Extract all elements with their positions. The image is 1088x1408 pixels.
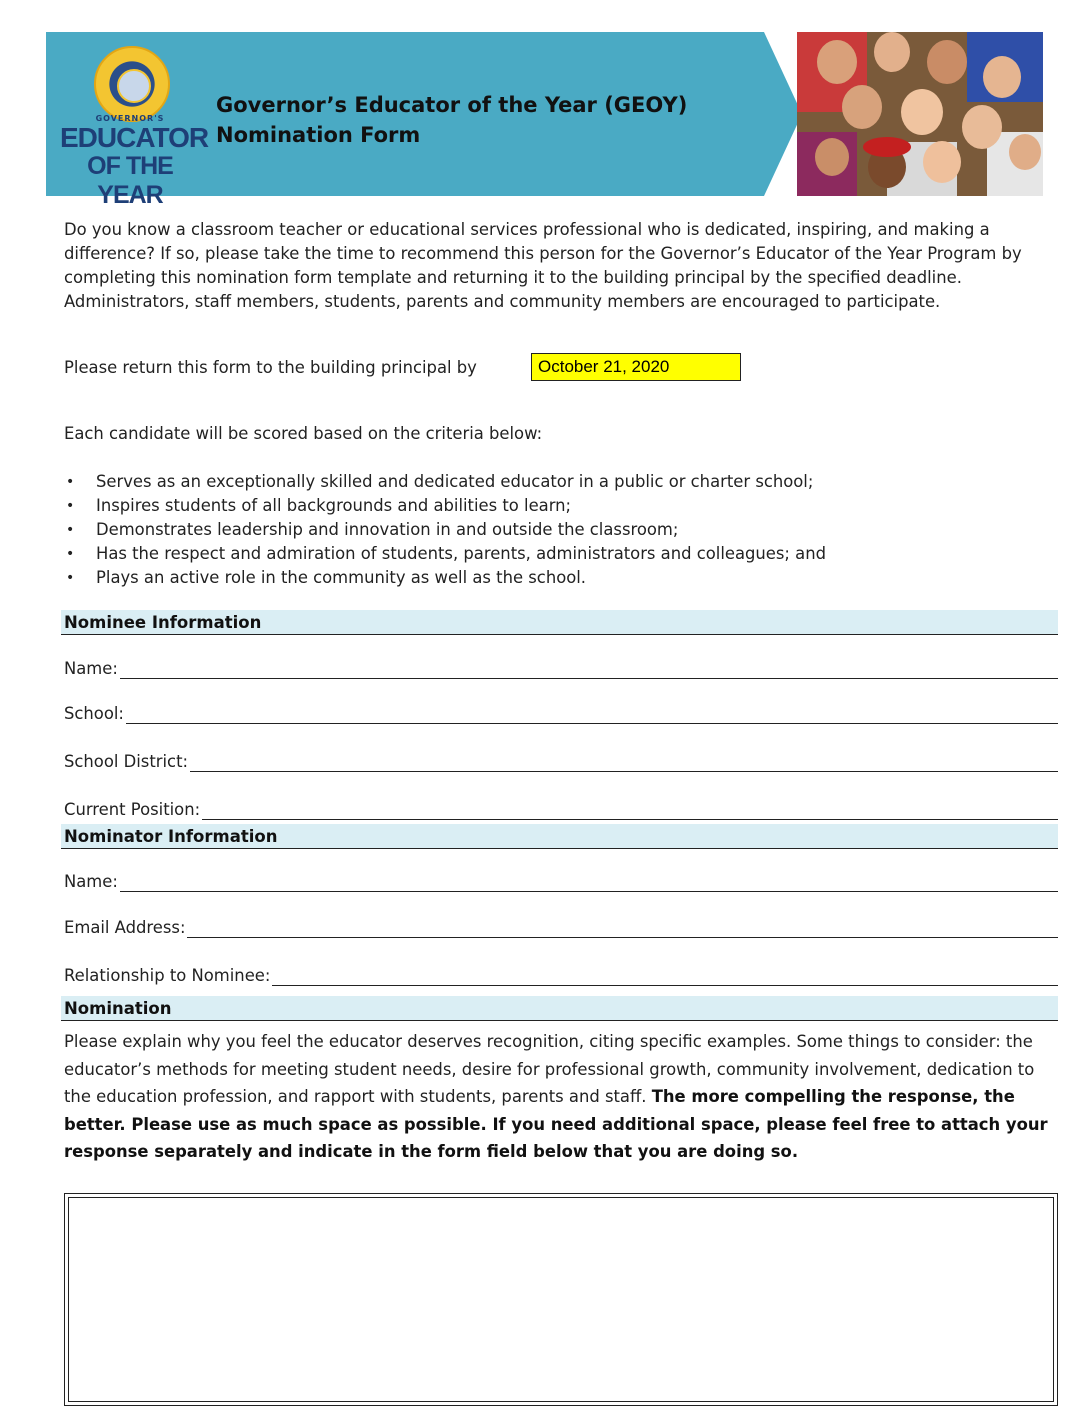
nominee-position-label: Current Position: [64,800,201,819]
nomination-bold-text: The more compelling the response, the better. Please use as much space as possible. If you need additional space, please feel free to attach your response separately and indicate in the form field below that you are doing so. [64,1087,1048,1161]
nominator-email-field[interactable] [64,914,1058,938]
nominee-name-input[interactable] [120,660,1058,679]
nominee-name-label: Name: [64,659,118,678]
nominator-section-heading: Nominator Information [61,824,1058,849]
criteria-intro: Each candidate will be scored based on the criteria below: [64,424,543,443]
nominee-position-field[interactable] [64,796,1058,820]
nominator-relationship-input[interactable] [272,967,1058,986]
deadline-field[interactable]: October 21, 2020 [531,353,741,381]
nomination-section-heading: Nomination [61,996,1058,1021]
nominator-email-label: Email Address: [64,918,186,937]
nomination-response-input[interactable] [68,1197,1054,1402]
title-line-2: Nomination Form [216,123,421,147]
nominee-school-input[interactable] [126,705,1058,724]
criteria-item: • Serves as an exceptionally skilled and dedicated educator in a public or charter school; [64,470,1054,494]
page-title [216,90,756,150]
nominee-district-input[interactable] [190,753,1058,772]
nominator-relationship-label: Relationship to Nominee: [64,966,271,985]
nominator-name-input[interactable] [120,873,1058,892]
nomination-response-box[interactable] [64,1193,1058,1406]
nominator-relationship-field[interactable] [64,962,1058,986]
nominee-school-label: School: [64,704,124,723]
criteria-item: • Demonstrates leadership and innovation in and outside the classroom; [64,518,1054,542]
nominee-position-input[interactable] [202,801,1058,820]
nominee-section-heading: Nominee Information [61,610,1058,635]
nominator-email-input[interactable] [187,919,1058,938]
geoy-logo [60,44,209,209]
logo-text-bottom: OF THE YEAR [87,152,173,209]
criteria-item: • Inspires students of all backgrounds and abilities to learn; [64,494,1054,518]
nominator-name-field[interactable] [64,868,1058,892]
title-line-1: Governor’s Educator of the Year (GEOY) [216,93,688,117]
return-instruction: Please return this form to the building principal by [64,358,477,377]
nominee-district-field[interactable] [64,748,1058,772]
criteria-item: • Plays an active role in the community as well as the school. [64,566,1054,590]
students-photo [797,32,1043,196]
criteria-item: • Has the respect and admiration of students, parents, administrators and colleagues; and [64,542,1054,566]
nominator-name-label: Name: [64,872,118,891]
nominee-school-field[interactable] [64,700,1058,724]
logo-text-top: GOVERNOR'S [95,114,165,123]
nomination-instructions [64,1028,1058,1166]
nominee-name-field[interactable] [64,655,1058,679]
criteria-list [64,470,1054,590]
state-seal-icon [94,46,170,122]
nomination-text: Please explain why you feel the educator deserves recognition, citing specific examples. Some things to consider: the educator’s methods for meeting student needs, desire for professional growth, community involvement, dedication to the education profession, and rapport with students, parents and staff. [64,1032,1035,1106]
intro-paragraph: Do you know a classroom teacher or educational services professional who is dedicated, inspiring, and making a difference? If so, please take the time to recommend this person for the Governor’s Educator of the Year Program by completing this nomination form template and returning it to the building principal by the specified deadline. Administrators, staff members, students, parents and community members are encouraged to participate. [64,220,1022,311]
nominee-district-label: School District: [64,752,189,771]
logo-text-mid: EDUCATOR [60,122,209,153]
